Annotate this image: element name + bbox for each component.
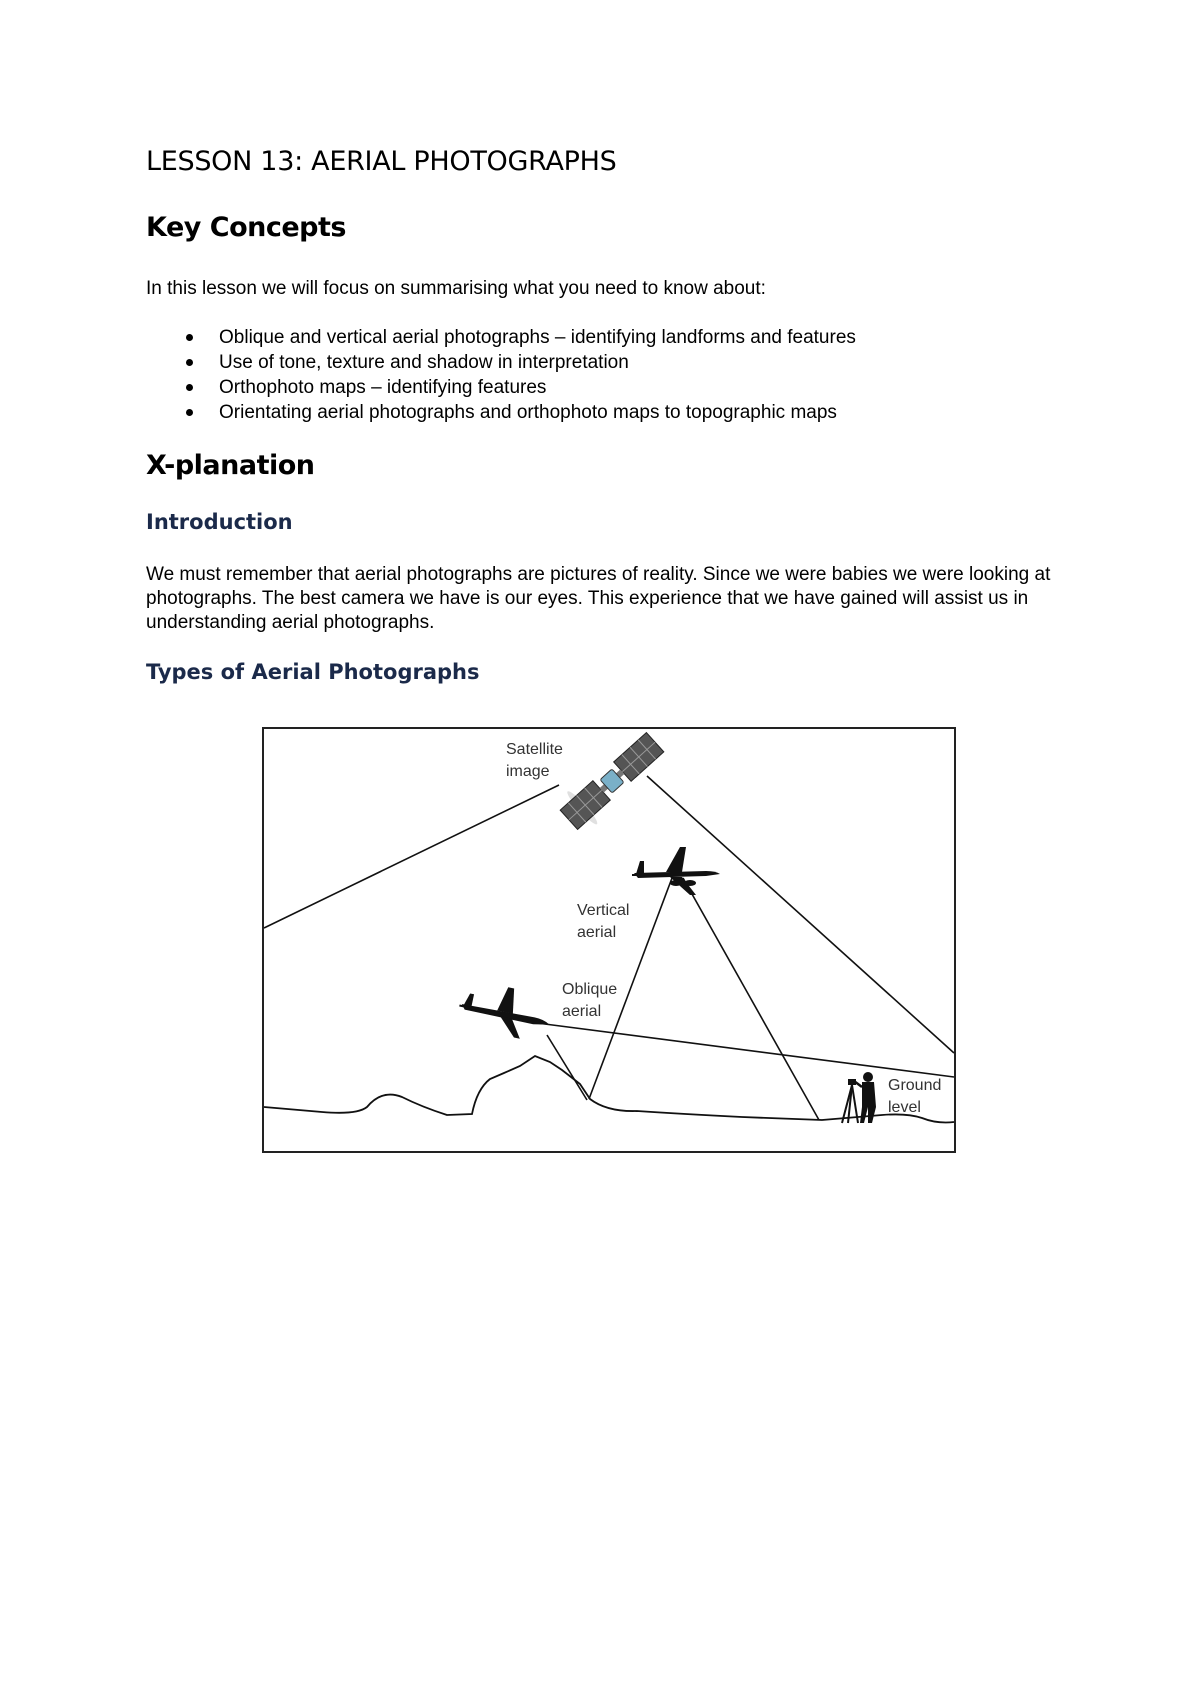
types-heading: Types of Aerial Photographs xyxy=(146,660,480,684)
bullet-icon xyxy=(186,359,193,366)
satellite-label-line2: image xyxy=(506,763,550,780)
vertical-label-line2: aerial xyxy=(577,924,617,941)
vertical-label-line1: Vertical xyxy=(577,902,630,919)
list-item-text: Orientating aerial photographs and orthophoto maps to topographic maps xyxy=(219,402,837,423)
oblique-label-line2: aerial xyxy=(562,1003,602,1020)
introduction-paragraph: We must remember that aerial photographs are pictures of reality. Since we were babies we were looking at photographs. The best camera we have is our eyes. This experience that we have gained will assist us in understanding aerial photographs. xyxy=(146,564,1051,633)
list-item-text: Orthophoto maps – identifying features xyxy=(219,377,547,398)
lesson-title: LESSON 13: AERIAL PHOTOGRAPHS xyxy=(146,146,617,177)
key-concepts-heading: Key Concepts xyxy=(146,212,346,243)
aerial-photo-types-diagram xyxy=(262,727,956,1153)
bullet-icon xyxy=(186,409,193,416)
intro-line: In this lesson we will focus on summarising what you need to know about: xyxy=(146,278,766,299)
list-item-text: Oblique and vertical aerial photographs – identifying landforms and features xyxy=(219,327,856,348)
xplanation-heading: X-planation xyxy=(146,450,315,481)
introduction-heading: Introduction xyxy=(146,510,293,534)
key-concepts-list xyxy=(146,325,856,425)
list-item xyxy=(146,375,856,400)
list-item-text: Use of tone, texture and shadow in interpretation xyxy=(219,352,629,373)
list-item xyxy=(146,350,856,375)
list-item xyxy=(146,400,856,425)
bullet-icon xyxy=(186,384,193,391)
ground-label-line2: level xyxy=(888,1099,921,1116)
oblique-label-line1: Oblique xyxy=(562,981,618,998)
list-item xyxy=(146,325,856,350)
ground-label-line1: Ground xyxy=(888,1077,942,1094)
satellite-label-line1: Satellite xyxy=(506,741,563,758)
bullet-icon xyxy=(186,334,193,341)
